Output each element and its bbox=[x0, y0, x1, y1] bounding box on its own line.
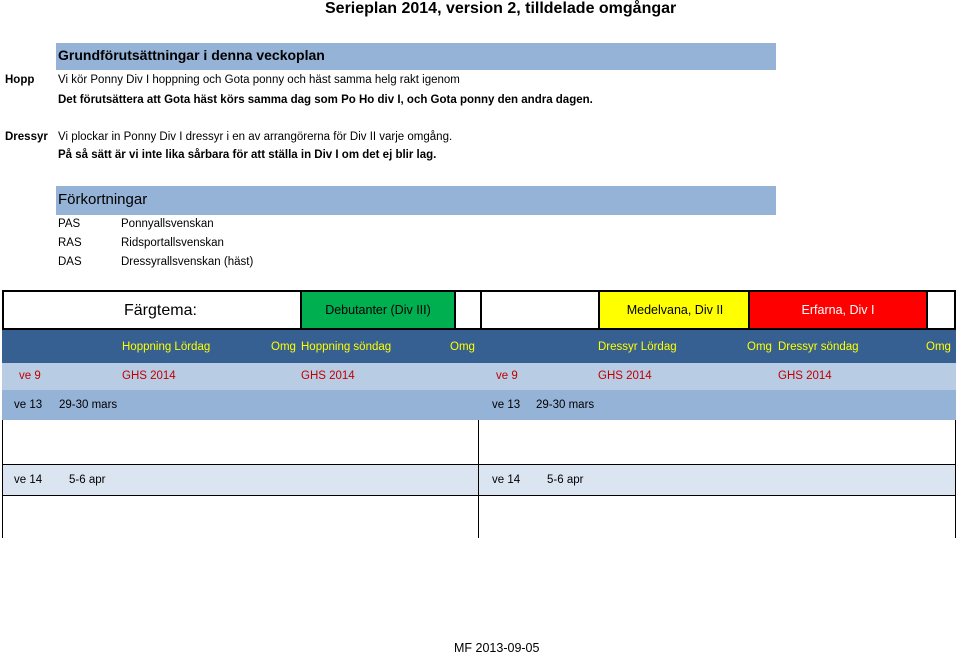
week-right: ve 14 bbox=[492, 474, 521, 486]
footer-stamp: MF 2013-09-05 bbox=[454, 641, 540, 655]
col-hoppning-sondag: Hoppning söndag bbox=[301, 341, 392, 353]
abbr-code: PAS bbox=[58, 218, 81, 230]
legend-swatch-medelvana: Medelvana, Div II bbox=[598, 292, 750, 328]
abbr-name: Dressyrallsvenskan (häst) bbox=[121, 256, 254, 268]
hopp-line-2: Det förutsättera att Gota häst körs samma dag som Po Ho div I, och Gota ponny den andra dagen. bbox=[58, 94, 593, 106]
col-omg: Omg bbox=[271, 341, 296, 353]
col-hoppning-lordag: Hoppning Lördag bbox=[122, 341, 211, 353]
date-right: 5-6 apr bbox=[547, 474, 584, 486]
dressyr-label: Dressyr bbox=[5, 131, 48, 143]
col-omg: Omg bbox=[450, 341, 475, 353]
col-omg: Omg bbox=[926, 341, 951, 353]
table-row bbox=[2, 465, 956, 495]
abbreviations-header bbox=[56, 186, 776, 215]
date-left: 29-30 mars bbox=[59, 399, 118, 411]
saturday-left: GHS 2014 bbox=[122, 370, 176, 382]
legend-title: Färgtema: bbox=[124, 302, 197, 319]
abbr-code: DAS bbox=[58, 256, 82, 268]
week-left: ve 14 bbox=[14, 474, 43, 486]
sunday-left: GHS 2014 bbox=[301, 370, 355, 382]
abbr-name: Ridsportallsvenskan bbox=[121, 237, 224, 249]
hopp-line-1: Vi kör Ponny Div I hoppning och Gota ponny och häst samma helg rakt igenom bbox=[58, 74, 460, 86]
abbreviations-heading: Förkortningar bbox=[58, 191, 148, 208]
dressyr-line-1: Vi plockar in Ponny Div I dressyr i en av arrangörerna för Div II varje omgång. bbox=[58, 131, 453, 143]
assumptions-heading: Grundförutsättningar i denna veckoplan bbox=[58, 47, 325, 63]
grid-line bbox=[2, 464, 956, 465]
legend-divider bbox=[480, 292, 482, 328]
sunday-right: GHS 2014 bbox=[778, 370, 832, 382]
legend-swatch-erfarna: Erfarna, Div I bbox=[748, 292, 928, 328]
grid-line bbox=[2, 420, 3, 538]
col-omg: Omg bbox=[747, 341, 772, 353]
grid-line bbox=[955, 420, 956, 538]
table-row bbox=[2, 390, 956, 420]
legend-swatch-debutanter: Debutanter (Div III) bbox=[300, 292, 456, 328]
table-row bbox=[2, 363, 956, 390]
schedule-header bbox=[2, 330, 956, 363]
assumptions-header bbox=[56, 43, 776, 70]
color-legend bbox=[2, 290, 956, 330]
abbr-name: Ponnyallsvenskan bbox=[121, 218, 214, 230]
week-right: ve 9 bbox=[496, 370, 518, 382]
abbr-code: RAS bbox=[58, 237, 82, 249]
grid-line bbox=[478, 420, 479, 538]
dressyr-line-2: På så sätt är vi inte lika sårbara för att ställa in Div I om det ej blir lag. bbox=[58, 149, 437, 161]
col-dressyr-lordag: Dressyr Lördag bbox=[598, 341, 677, 353]
date-left: 5-6 apr bbox=[69, 474, 106, 486]
grid-line bbox=[2, 495, 956, 496]
week-left: ve 13 bbox=[14, 399, 43, 411]
page-title: Serieplan 2014, version 2, tilldelade omgångar bbox=[325, 0, 677, 17]
hopp-label: Hopp bbox=[5, 74, 35, 86]
date-right: 29-30 mars bbox=[536, 399, 595, 411]
saturday-right: GHS 2014 bbox=[598, 370, 652, 382]
col-dressyr-sondag: Dressyr söndag bbox=[778, 341, 859, 353]
week-left: ve 9 bbox=[19, 370, 41, 382]
week-right: ve 13 bbox=[492, 399, 521, 411]
